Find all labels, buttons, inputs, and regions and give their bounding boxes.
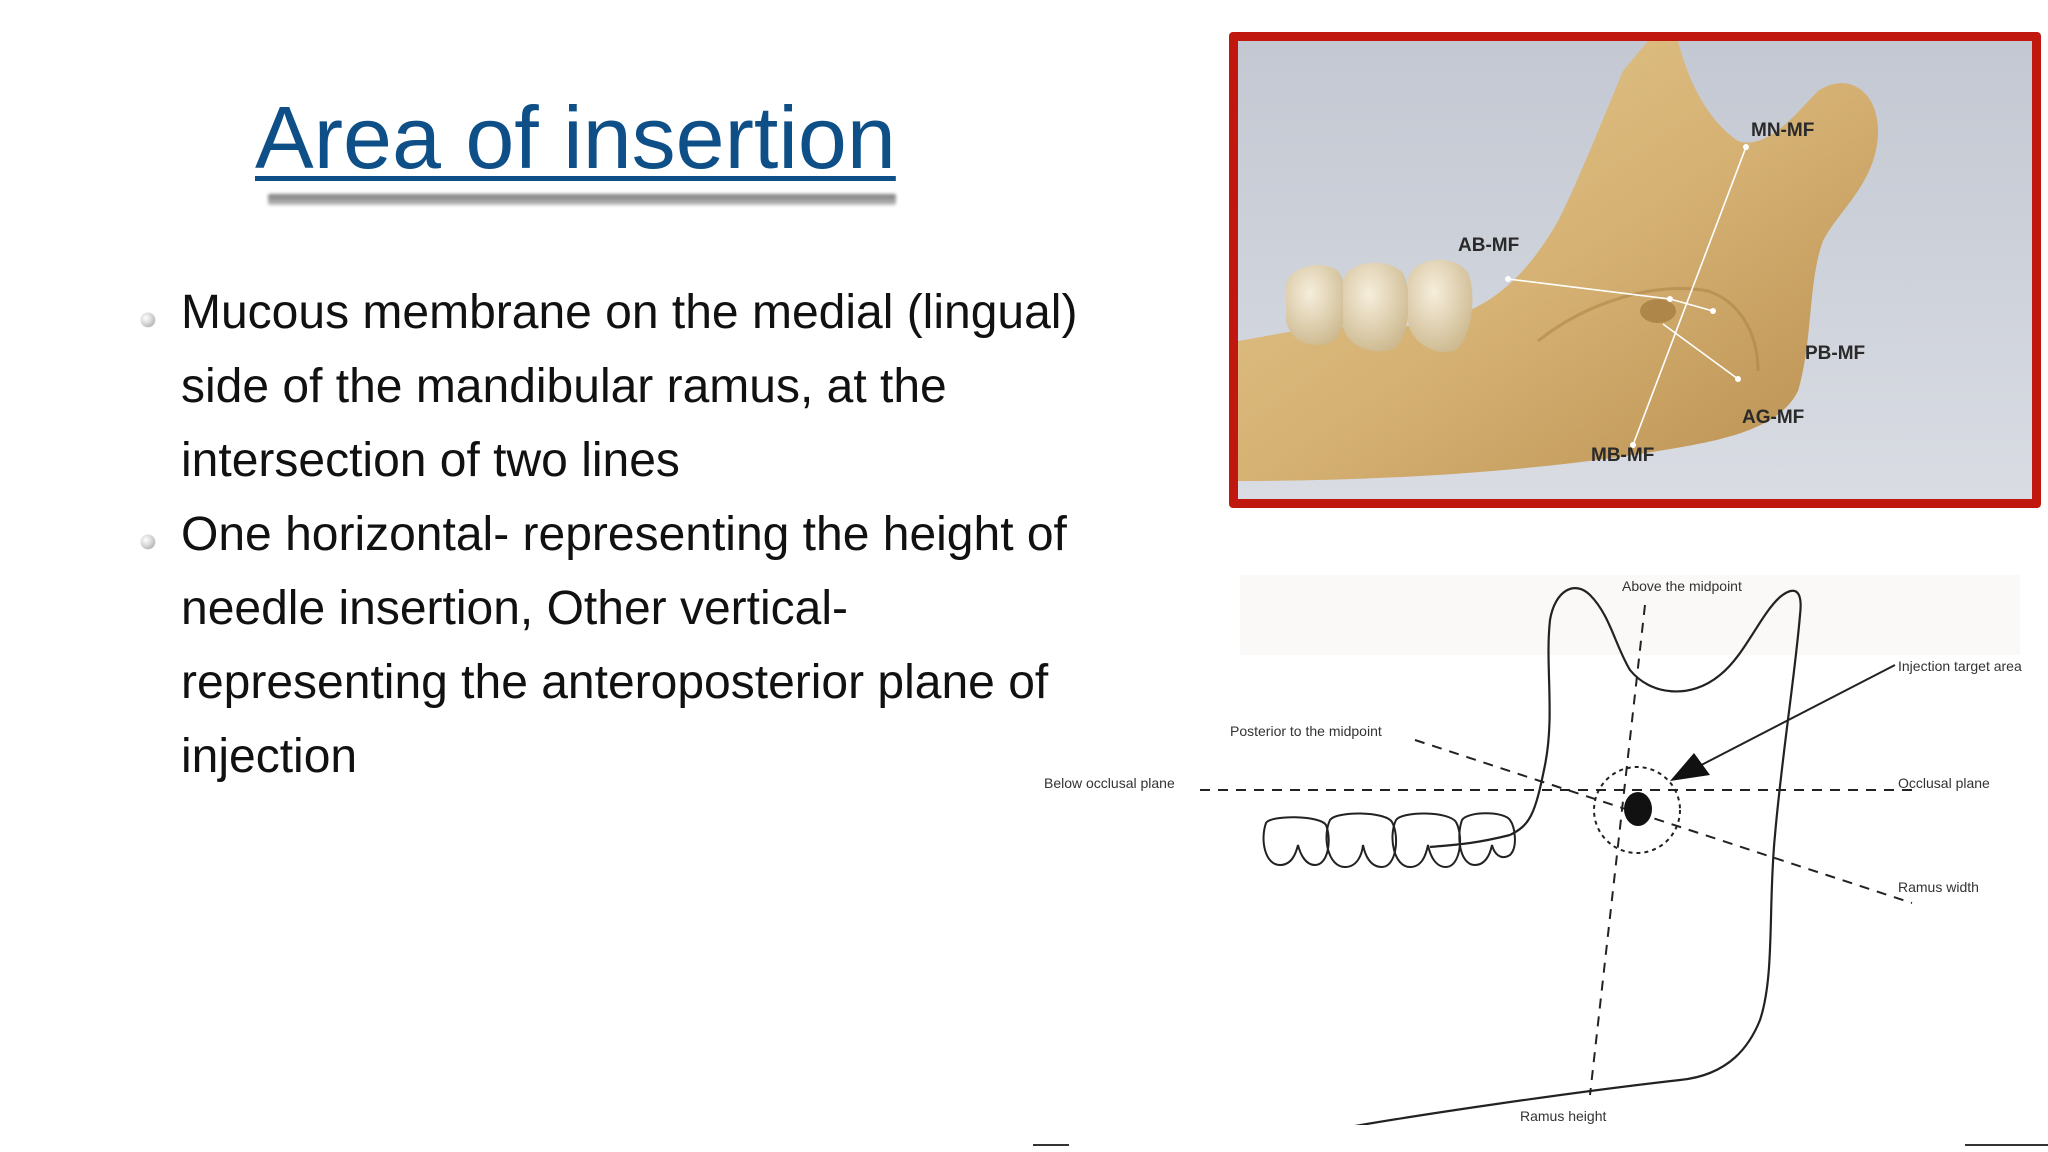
label-ramus-height: Ramus height bbox=[1520, 1108, 1607, 1124]
label-mb-mf: MB-MF bbox=[1591, 445, 1655, 466]
molar-teeth bbox=[1286, 260, 1472, 352]
bullet-text: One horizontal- representing the height of needle insertion, Other vertical- representing the anteroposterior plane of injection bbox=[181, 508, 1067, 783]
bullet-dot-icon bbox=[141, 535, 155, 549]
ramus-diagram bbox=[1030, 575, 2040, 1125]
injection-point bbox=[1624, 792, 1652, 826]
label-ab-mf: AB-MF bbox=[1458, 235, 1520, 256]
mandible-photo bbox=[1229, 32, 2041, 508]
mandible-photo-illustration bbox=[1238, 41, 2032, 499]
label-mn-mf: MN-MF bbox=[1751, 120, 1815, 141]
bullet-dot-icon bbox=[141, 313, 155, 327]
bullet-list bbox=[140, 276, 1080, 794]
bullet-text: Mucous membrane on the medial (lingual) side of the mandibular ramus, at the intersection of two lines bbox=[181, 286, 1078, 487]
label-posterior-midpoint: Posterior to the midpoint bbox=[1230, 723, 1382, 739]
label-pb-mf: PB-MF bbox=[1805, 343, 1866, 364]
label-injection-target: Injection target area bbox=[1898, 658, 2022, 674]
corner-mark-left bbox=[1033, 1144, 1069, 1146]
label-above-midpoint: Above the midpoint bbox=[1622, 578, 1742, 594]
label-occlusal-plane: Occlusal plane bbox=[1898, 775, 1990, 791]
label-ag-mf: AG-MF bbox=[1742, 407, 1805, 428]
ramus-diagram-illustration bbox=[1030, 575, 2040, 1125]
label-below-occlusal: Below occlusal plane bbox=[1044, 775, 1175, 791]
slide-title: Area of insertion bbox=[255, 88, 896, 187]
bullet-item bbox=[140, 276, 1080, 498]
title-underline-bar bbox=[268, 194, 896, 205]
corner-mark-right bbox=[1965, 1144, 2048, 1146]
bullet-item bbox=[140, 498, 1080, 794]
label-ramus-width: Ramus width bbox=[1898, 879, 1979, 895]
mandible-outline bbox=[1305, 588, 1801, 1125]
teeth-outline bbox=[1264, 813, 1515, 867]
guide-lines bbox=[1200, 605, 1915, 1095]
